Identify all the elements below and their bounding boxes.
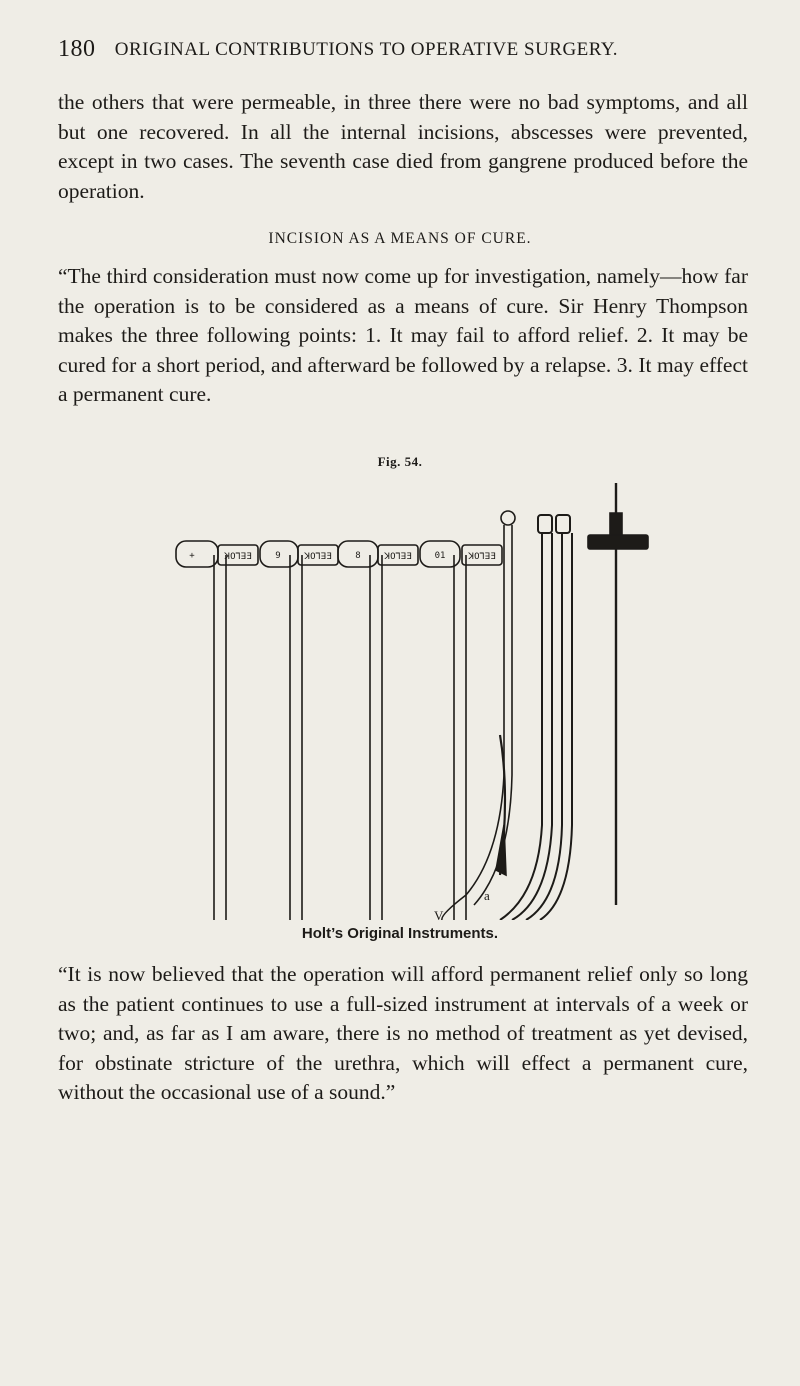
page-number: 180 — [58, 36, 96, 62]
stylet — [588, 483, 648, 905]
handle-mark-3: 8 — [355, 551, 361, 561]
maker-mark-3: ꓘOꓶꓱƎ — [384, 552, 412, 562]
dilator-shaft-1 — [176, 541, 258, 920]
running-title: ORIGINAL CONTRIBUTIONS TO OPERATIVE SURGERY. — [114, 39, 618, 60]
figure-label: Fig. 54. — [377, 454, 423, 469]
instrument-letter-a: a — [484, 888, 490, 903]
dilator-shaft-3 — [338, 541, 418, 920]
dilator-instrument-pair — [500, 515, 572, 920]
handle-mark-1: + — [189, 551, 195, 561]
section-heading: INCISION AS A MEANS OF CURE. — [268, 230, 532, 247]
dilator-shaft-2 — [260, 541, 338, 920]
paragraph-intro: the others that were permeable, in three there were no bad symptoms, and all but one recovered. In all the internal incisions, abscesses were prevented, except in two cases. The seventh case died from gangrene produced before the operation. — [58, 90, 748, 203]
running-header — [58, 36, 748, 63]
handle-mark-2: 9 — [275, 551, 281, 561]
figure-caption: Holt’s Original Instruments. — [301, 925, 499, 942]
paragraph-closing: “It is now believed that the operation will afford permanent relief only so long as the patient continues to use a full-sized instrument at intervals of a week or two; and, as far as I am aware, there is no method of treatment as yet devised, for obstinate stricture of the urethra, which will effect a permanent cure, without the occasional use of a sound.” — [58, 962, 748, 1104]
instruments-illustration — [170, 475, 660, 920]
maker-mark-2: ꓘOꓶꓱƎ — [304, 552, 332, 562]
paragraph-consideration: “The third consideration must now come up for investigation, namely—how far the operation is to be considered as a means of cure. Sir Henry Thompson makes the three following points: 1. It may fail to afford relief. 2. It may be cured for a short period, and afterward be followed by a relapse. 3. It may effect a permanent cure. — [58, 264, 748, 406]
instrument-letter-v: V — [434, 908, 444, 920]
maker-mark-1: ꓘOꓶꓱƎ — [224, 552, 252, 562]
handle-mark-4: 01 — [434, 551, 446, 561]
dilator-shaft-4 — [420, 541, 502, 920]
maker-mark-4: ꓘOꓶꓱƎ — [468, 552, 496, 562]
